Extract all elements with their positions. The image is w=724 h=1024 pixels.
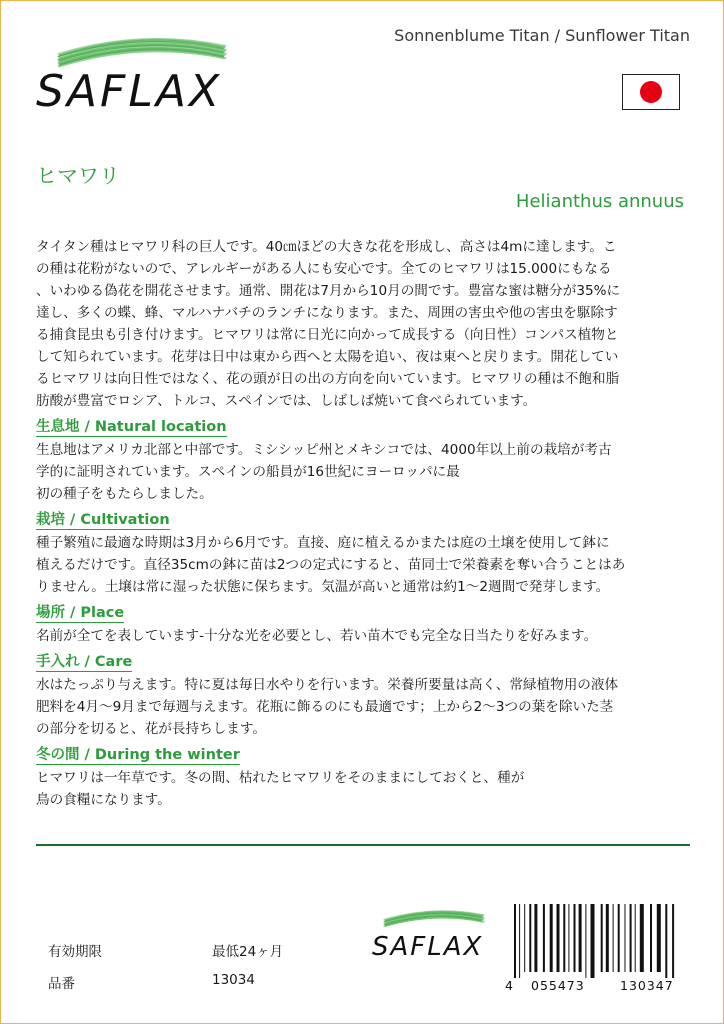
barcode-bar xyxy=(613,904,614,972)
barcode-left-digits: 055473 xyxy=(531,978,585,993)
intro-line: るヒマワリは向日性ではなく、花の頭が日の出の方向を向いています。ヒマワリの種は不飽和脂 xyxy=(36,371,620,387)
intro-line: 肪酸が豊富でロシア、トルコ、スペインでは、しばしば焼いて食べられています。 xyxy=(36,393,537,409)
barcode-bar xyxy=(557,904,560,972)
japan-flag-icon xyxy=(622,74,680,110)
barcode-bar xyxy=(550,904,553,972)
barcode-bar xyxy=(601,904,603,972)
section-heading-care: 手入れ / Care xyxy=(36,654,133,670)
barcode-bar xyxy=(618,904,620,972)
barcode-bar xyxy=(657,904,661,972)
barcode-bar xyxy=(672,904,674,978)
barcode-bar xyxy=(524,904,525,972)
barcode-bar xyxy=(563,904,565,972)
barcode-bar xyxy=(630,904,632,972)
intro-line: して知られています。花芽は日中は東から西へと太陽を追い、夜は東へと戻ります。開花してい xyxy=(36,349,619,365)
section-text-cultivation: 種子繁殖に最適な時期は3月から6月です。直接、庭に植えるかまたは庭の土壌を使用して鉢に 植えるだけです。直径35cmの鉢に苗は2つの定式にすると、苗同士で栄養素を奪い合うことはあ りません。土壌は常に湿った状態に保ちます。気温が高いと通常は約1～2週間で発芽します。 xyxy=(36,535,626,595)
barcode-bar xyxy=(640,904,644,972)
flag-red-disc xyxy=(640,81,662,103)
intro-paragraph xyxy=(36,236,692,412)
barcode-bar xyxy=(665,904,667,978)
barcode-bar xyxy=(625,904,626,972)
barcode-bar xyxy=(529,904,531,972)
latin-name: Helianthus annuus xyxy=(515,191,684,212)
intro-line: る捕食昆虫も引き付けます。ヒマワリは常に日光に向かって成長する（向日性）コンパス植物と xyxy=(36,327,619,343)
intro-line: の種は花粉がないので、アレルギーがある人にも安心です。全てのヒマワリは15.000にもなる xyxy=(36,261,612,277)
description-content xyxy=(36,236,692,811)
brand-logo-top: SAFLAX xyxy=(36,66,223,117)
barcode-bar xyxy=(543,904,545,972)
barcode-right-digits: 130347 xyxy=(620,978,674,993)
barcode-bar xyxy=(534,904,537,972)
section-text-place: 名前が全てを表しています-十分な光を必要とし、若い苗木でも完全な日当たりを好みます。 xyxy=(36,628,598,644)
item-number-label: 品番 xyxy=(48,976,75,992)
intro-line: タイタン種はヒマワリ科の巨人です。40㎝ほどの大きな花を形成し、高さは4mに達します。こ xyxy=(36,239,617,255)
expiry-value: 最低24ヶ月 xyxy=(212,944,284,960)
intro-line: 達し、多くの蝶、蜂、マルハナバチのランチになります。また、周囲の害虫や他の害虫を駆除す xyxy=(36,305,618,321)
barcode-bar xyxy=(568,904,569,972)
barcode-bar xyxy=(650,904,652,972)
barcode-bar xyxy=(585,904,586,978)
barcode-bar xyxy=(519,904,520,978)
item-number-value: 13034 xyxy=(212,972,255,988)
footer-divider xyxy=(36,844,690,846)
barcode-bar xyxy=(514,904,516,978)
section-heading-place: 場所 / Place xyxy=(36,605,125,621)
section-text-care: 水はたっぷり与えます。特に夏は毎日水やりを行います。栄養所要量は高く、常緑植物用の液体 肥料を4月～9月まで毎週与えます。花瓶に飾るのにも最適です；上から2～3つの葉を除いた茎 の部分を切ると、花が長持ちします。 xyxy=(36,677,619,737)
barcode-bar xyxy=(579,904,582,972)
product-title: Sonnenblume Titan / Sunflower Titan xyxy=(394,26,690,45)
section-text-winter: ヒマワリは一年草です。冬の間、枯れたヒマワリをそのままにしておくと、種が 鳥の食糧になります。 xyxy=(36,770,525,808)
intro-line: 、いわゆる偽花を開花させます。通常、開花は7月から10月の間です。豊富な蜜は糖分が35%に xyxy=(36,283,621,299)
section-heading-natural-location: 生息地 / Natural location xyxy=(36,419,227,435)
section-heading-cultivation: 栽培 / Cultivation xyxy=(36,512,170,528)
barcode-bar xyxy=(591,904,595,978)
barcode-bar xyxy=(574,904,576,972)
section-heading-winter: 冬の間 / During the winter xyxy=(36,747,240,763)
japanese-name: ヒマワリ xyxy=(36,164,120,188)
barcode-bar xyxy=(606,904,609,972)
brand-logo-bottom: SAFLAX xyxy=(372,932,484,962)
expiry-label: 有効期限 xyxy=(48,944,102,960)
section-text-natural-location: 生息地はアメリカ北部と中部です。ミシシッピ州とメキシコでは、4000年以上前の栽培が考古 学的に証明されています。スペインの船員が16世紀にヨーロッパに最 初の種子をもたらしました。 xyxy=(36,442,612,502)
barcode-icon xyxy=(512,904,688,978)
barcode-bar xyxy=(635,904,636,972)
barcode-lead-digit: 4 xyxy=(505,978,514,993)
